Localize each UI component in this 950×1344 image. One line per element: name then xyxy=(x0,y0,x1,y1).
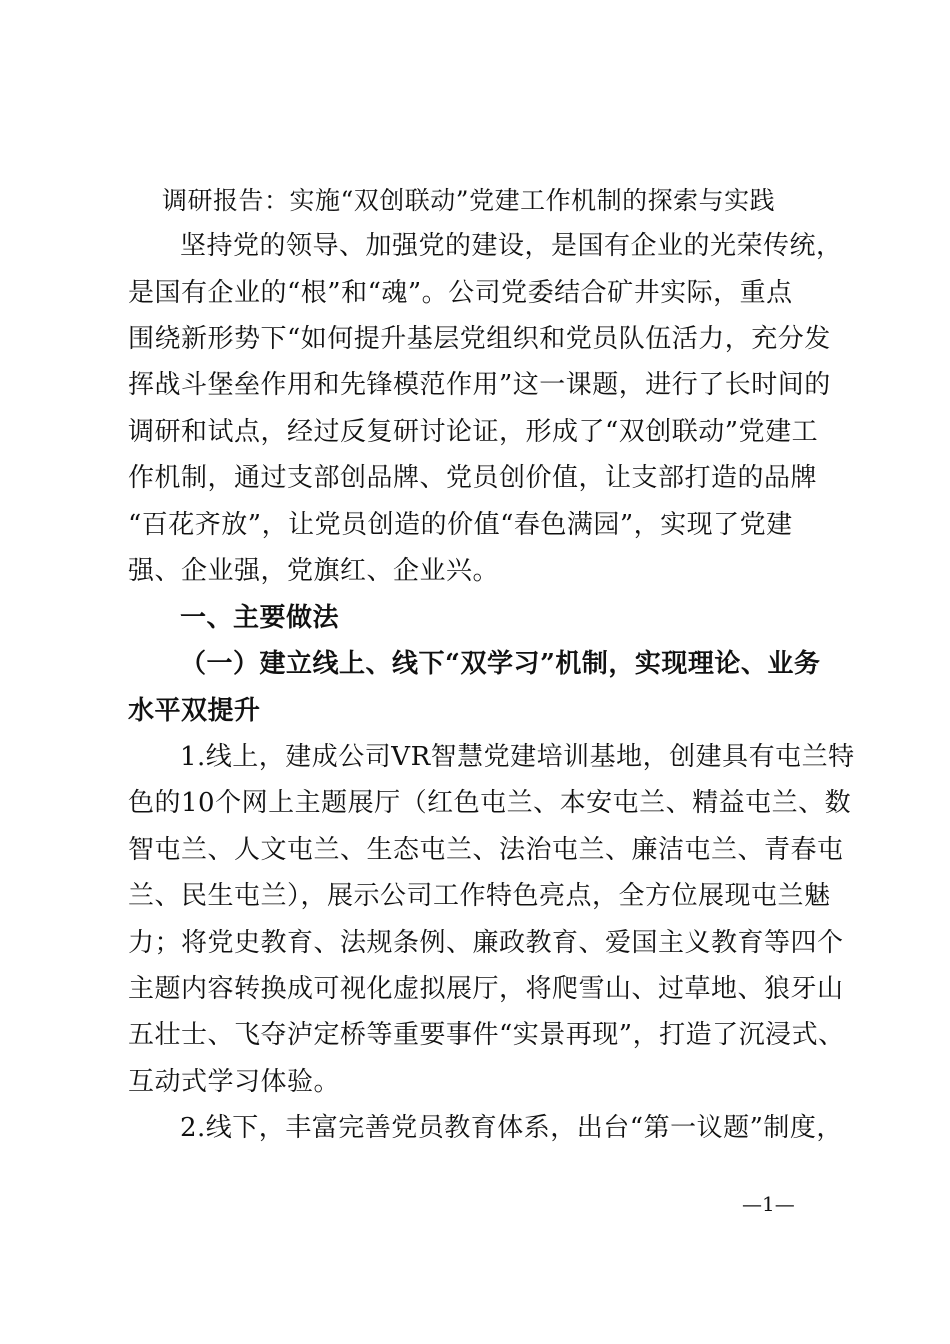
section-heading: 一、主要做法 xyxy=(180,603,340,633)
intro-line-6: 作机制，通过支部创品牌、党员创价值，让支部打造的品牌 xyxy=(128,463,818,493)
item1-line-6: 主题内容转换成可视化虚拟展厅，将爬雪山、过草地、狼牙山 xyxy=(128,974,844,1004)
document-title: 调研报告：实施“双创联动”党建工作机制的探索与实践 xyxy=(162,186,776,215)
page-number: —1— xyxy=(742,1192,795,1216)
item1-line-1: 1.线上，建成公司VR智慧党建培训基地，创建具有屯兰特 xyxy=(180,742,855,772)
intro-line-2: 是国有企业的“根”和“魂”。公司党委结合矿井实际，重点 xyxy=(128,278,793,308)
item1-line-3: 智屯兰、人文屯兰、生态屯兰、法治屯兰、廉洁屯兰、青春屯 xyxy=(128,835,844,865)
intro-line-8: 强、企业强，党旗红、企业兴。 xyxy=(128,556,500,586)
item1-line-7: 五壮士、飞夺泸定桥等重要事件“实景再现”，打造了沉浸式、 xyxy=(128,1020,845,1050)
item1-line-8: 互动式学习体验。 xyxy=(128,1067,341,1097)
intro-line-3: 围绕新形势下“如何提升基层党组织和党员队伍活力，充分发 xyxy=(128,324,831,354)
intro-line-7: “百花齐放”，让党员创造的价值“春色满园”，实现了党建 xyxy=(128,510,793,540)
item2-line-1: 2.线下，丰富完善党员教育体系，出台“第一议题”制度， xyxy=(180,1113,843,1143)
intro-line-5: 调研和试点，经过反复研讨论证，形成了“双创联动”党建工 xyxy=(128,417,819,447)
item1-line-5: 力；将党史教育、法规条例、廉政教育、爱国主义教育等四个 xyxy=(128,928,844,958)
item1-line-2: 色的10个网上主题展厅（红色屯兰、本安屯兰、精益屯兰、数 xyxy=(128,788,852,818)
subsection-line-1: （一）建立线上、线下“双学习”机制，实现理论、业务 xyxy=(180,649,821,679)
item1-line-4: 兰、民生屯兰），展示公司工作特色亮点，全方位展现屯兰魅 xyxy=(128,881,831,911)
subsection-line-2: 水平双提升 xyxy=(128,696,261,726)
intro-line-1: 坚持党的领导、加强党的建设，是国有企业的光荣传统， xyxy=(180,231,843,261)
intro-line-4: 挥战斗堡垒作用和先锋模范作用”这一课题，进行了长时间的 xyxy=(128,370,831,400)
